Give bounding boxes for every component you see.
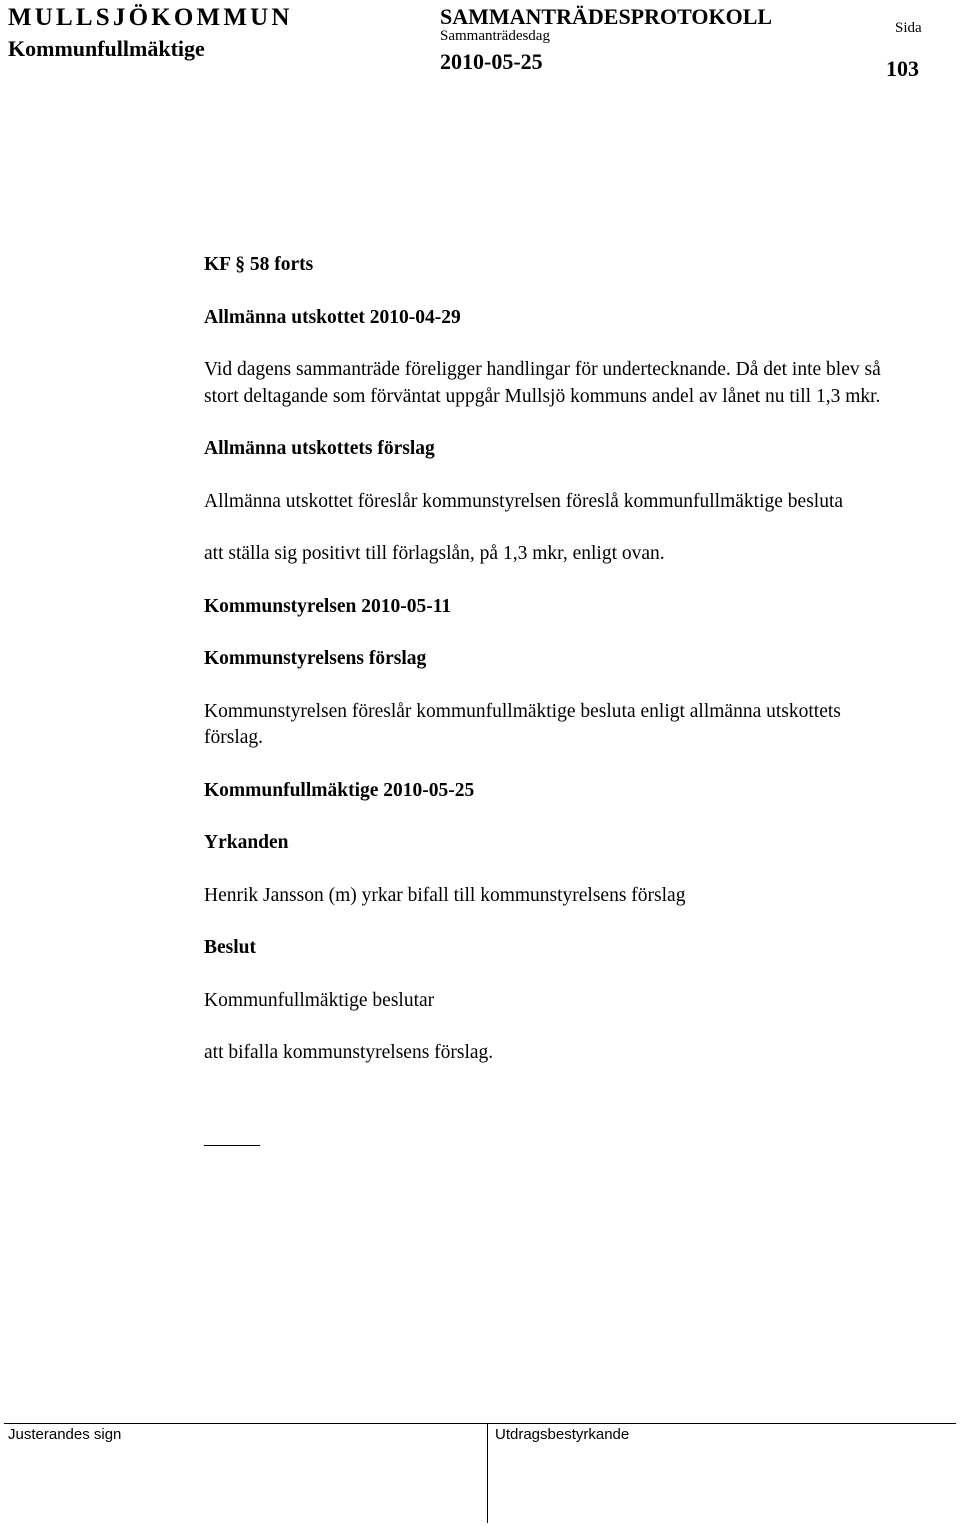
footer-justerandes-sign: Justerandes sign xyxy=(8,1426,122,1443)
paragraph-kommunstyrelsen: Kommunstyrelsen föreslår kommunfullmäktige besluta enligt allmänna utskottets förslag. xyxy=(204,700,841,748)
paragraph-att-stalla: att ställa sig positivt till förlagslån, på 1,3 mkr, enligt ovan. xyxy=(204,543,665,564)
meeting-day-label: Sammanträdesdag xyxy=(440,28,550,44)
paragraph-background: Vid dagens sammanträde föreligger handlingar för undertecknande. Då det inte blev så stort deltagande som förväntat uppgår Mullsjö kommuns andel av lånet nu till 1,3 mkr. xyxy=(204,359,881,407)
protocol-content xyxy=(204,252,904,1067)
paragraph-beslutar: Kommunfullmäktige beslutar xyxy=(204,989,435,1011)
body-name: Kommunfullmäktige xyxy=(8,36,205,61)
heading-kommunstyrelsens-forslag: Kommunstyrelsens förslag xyxy=(204,648,427,669)
meeting-date: 2010-05-25 xyxy=(440,49,543,74)
heading-beslut: Beslut xyxy=(204,937,257,958)
section-title: KF § 58 forts xyxy=(204,254,314,275)
heading-allmanna-utskottet: Allmänna utskottet 2010-04-29 xyxy=(204,306,461,328)
end-line xyxy=(204,1145,260,1146)
heading-utskottets-forslag: Allmänna utskottets förslag xyxy=(204,438,435,459)
page-number: 103 xyxy=(886,56,919,81)
footer-divider xyxy=(4,1423,956,1424)
paragraph-att-bifalla: att bifalla kommunstyrelsens förslag. xyxy=(204,1042,494,1063)
heading-kommunstyrelsen: Kommunstyrelsen 2010-05-11 xyxy=(204,595,452,617)
organization-name: MULLSJÖKOMMUN xyxy=(8,4,293,31)
page-label: Sida xyxy=(895,20,922,36)
footer-column-divider xyxy=(487,1423,488,1523)
paragraph-utskottets-forslag: Allmänna utskottet föreslår kommunstyrelsen föreslå kommunfullmäktige besluta xyxy=(204,490,844,512)
paragraph-yrkanden: Henrik Jansson (m) yrkar bifall till kommunstyrelsens förslag xyxy=(204,884,686,906)
heading-kommunfullmaktige: Kommunfullmäktige 2010-05-25 xyxy=(204,779,475,801)
footer-utdragsbestyrkande: Utdragsbestyrkande xyxy=(495,1426,630,1443)
heading-yrkanden: Yrkanden xyxy=(204,832,289,853)
document-type: SAMMANTRÄDESPROTOKOLL xyxy=(440,4,773,29)
